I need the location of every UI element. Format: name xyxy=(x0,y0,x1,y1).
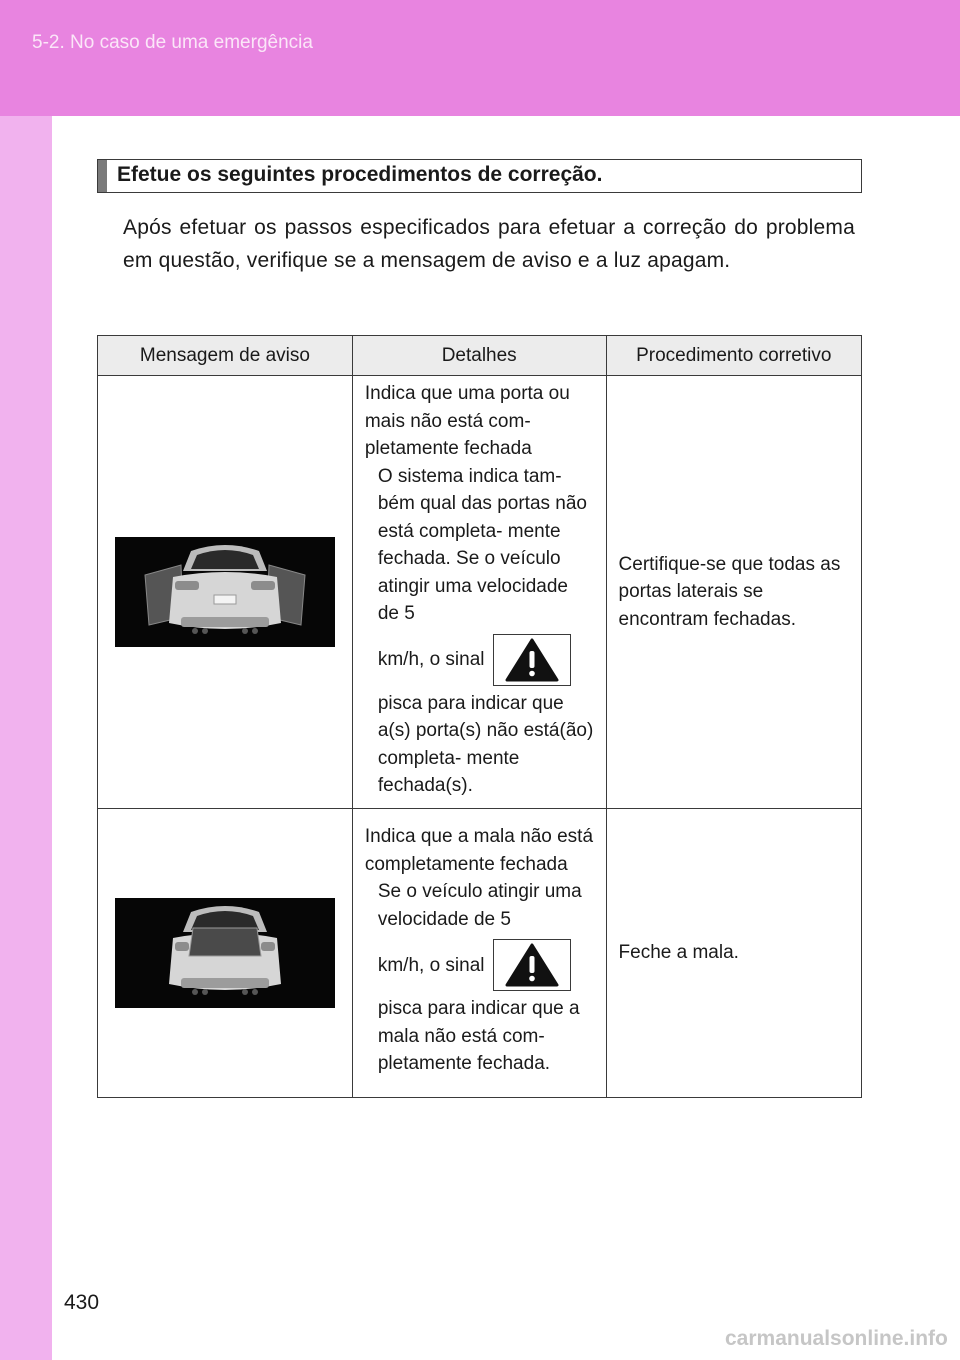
header-band xyxy=(0,0,960,116)
heading-text: Efetue os seguintes procedimentos de correção. xyxy=(117,163,603,186)
message-image-cell xyxy=(98,808,353,1097)
sinal-prefix: km/h, o sinal xyxy=(377,648,485,670)
header-message: Mensagem de aviso xyxy=(98,336,353,376)
details-cell xyxy=(352,808,606,1097)
details-sub: O sistema indica tam- bém qual das portas não está completa- mente fechada. Se o veículo atingir uma velocidade de 5 xyxy=(377,465,587,624)
watermark: carmanualsonline.info xyxy=(725,1327,948,1350)
table-row xyxy=(98,808,862,1097)
side-band xyxy=(0,116,52,1360)
message-image-cell xyxy=(98,376,353,809)
page-number: 430 xyxy=(64,1291,100,1314)
sinal-line xyxy=(365,933,594,995)
section-title: 5-2. No caso de uma emergência xyxy=(32,32,313,53)
table-row xyxy=(98,376,862,809)
procedure-cell: Feche a mala. xyxy=(606,808,861,1097)
table-header-row xyxy=(98,336,862,376)
details-main: Indica que a mala não está completamente fechada xyxy=(364,826,594,875)
details-after: pisca para indicar que a mala não está com- pletamente fechada. xyxy=(377,998,580,1075)
car-doors-open-icon xyxy=(115,537,335,647)
warning-triangle-icon xyxy=(493,939,571,991)
sinal-prefix: km/h, o sinal xyxy=(377,954,485,976)
details-sub: Se o veículo atingir uma velocidade de 5 xyxy=(377,881,582,930)
warning-table xyxy=(97,335,862,1098)
warning-triangle-icon xyxy=(493,634,571,686)
sinal-line xyxy=(365,628,594,690)
heading-bar xyxy=(98,160,107,192)
procedure-cell: Certifique-se que todas as portas laterais se encontram fechadas. xyxy=(606,376,861,809)
car-trunk-open-icon xyxy=(115,898,335,1008)
header-details: Detalhes xyxy=(352,336,606,376)
procedure-heading xyxy=(97,159,862,193)
intro-paragraph: Após efetuar os passos especificados para efetuar a correção do problema em questão, verifique se a mensagem de aviso e a luz apagam. xyxy=(123,216,855,272)
details-after: pisca para indicar que a(s) porta(s) não está(ão) completa- mente fechada(s). xyxy=(377,692,594,796)
details-cell xyxy=(352,376,606,809)
details-main: Indica que uma porta ou mais não está com- pletamente fechada xyxy=(364,383,570,459)
header-procedure: Procedimento corretivo xyxy=(606,336,861,376)
